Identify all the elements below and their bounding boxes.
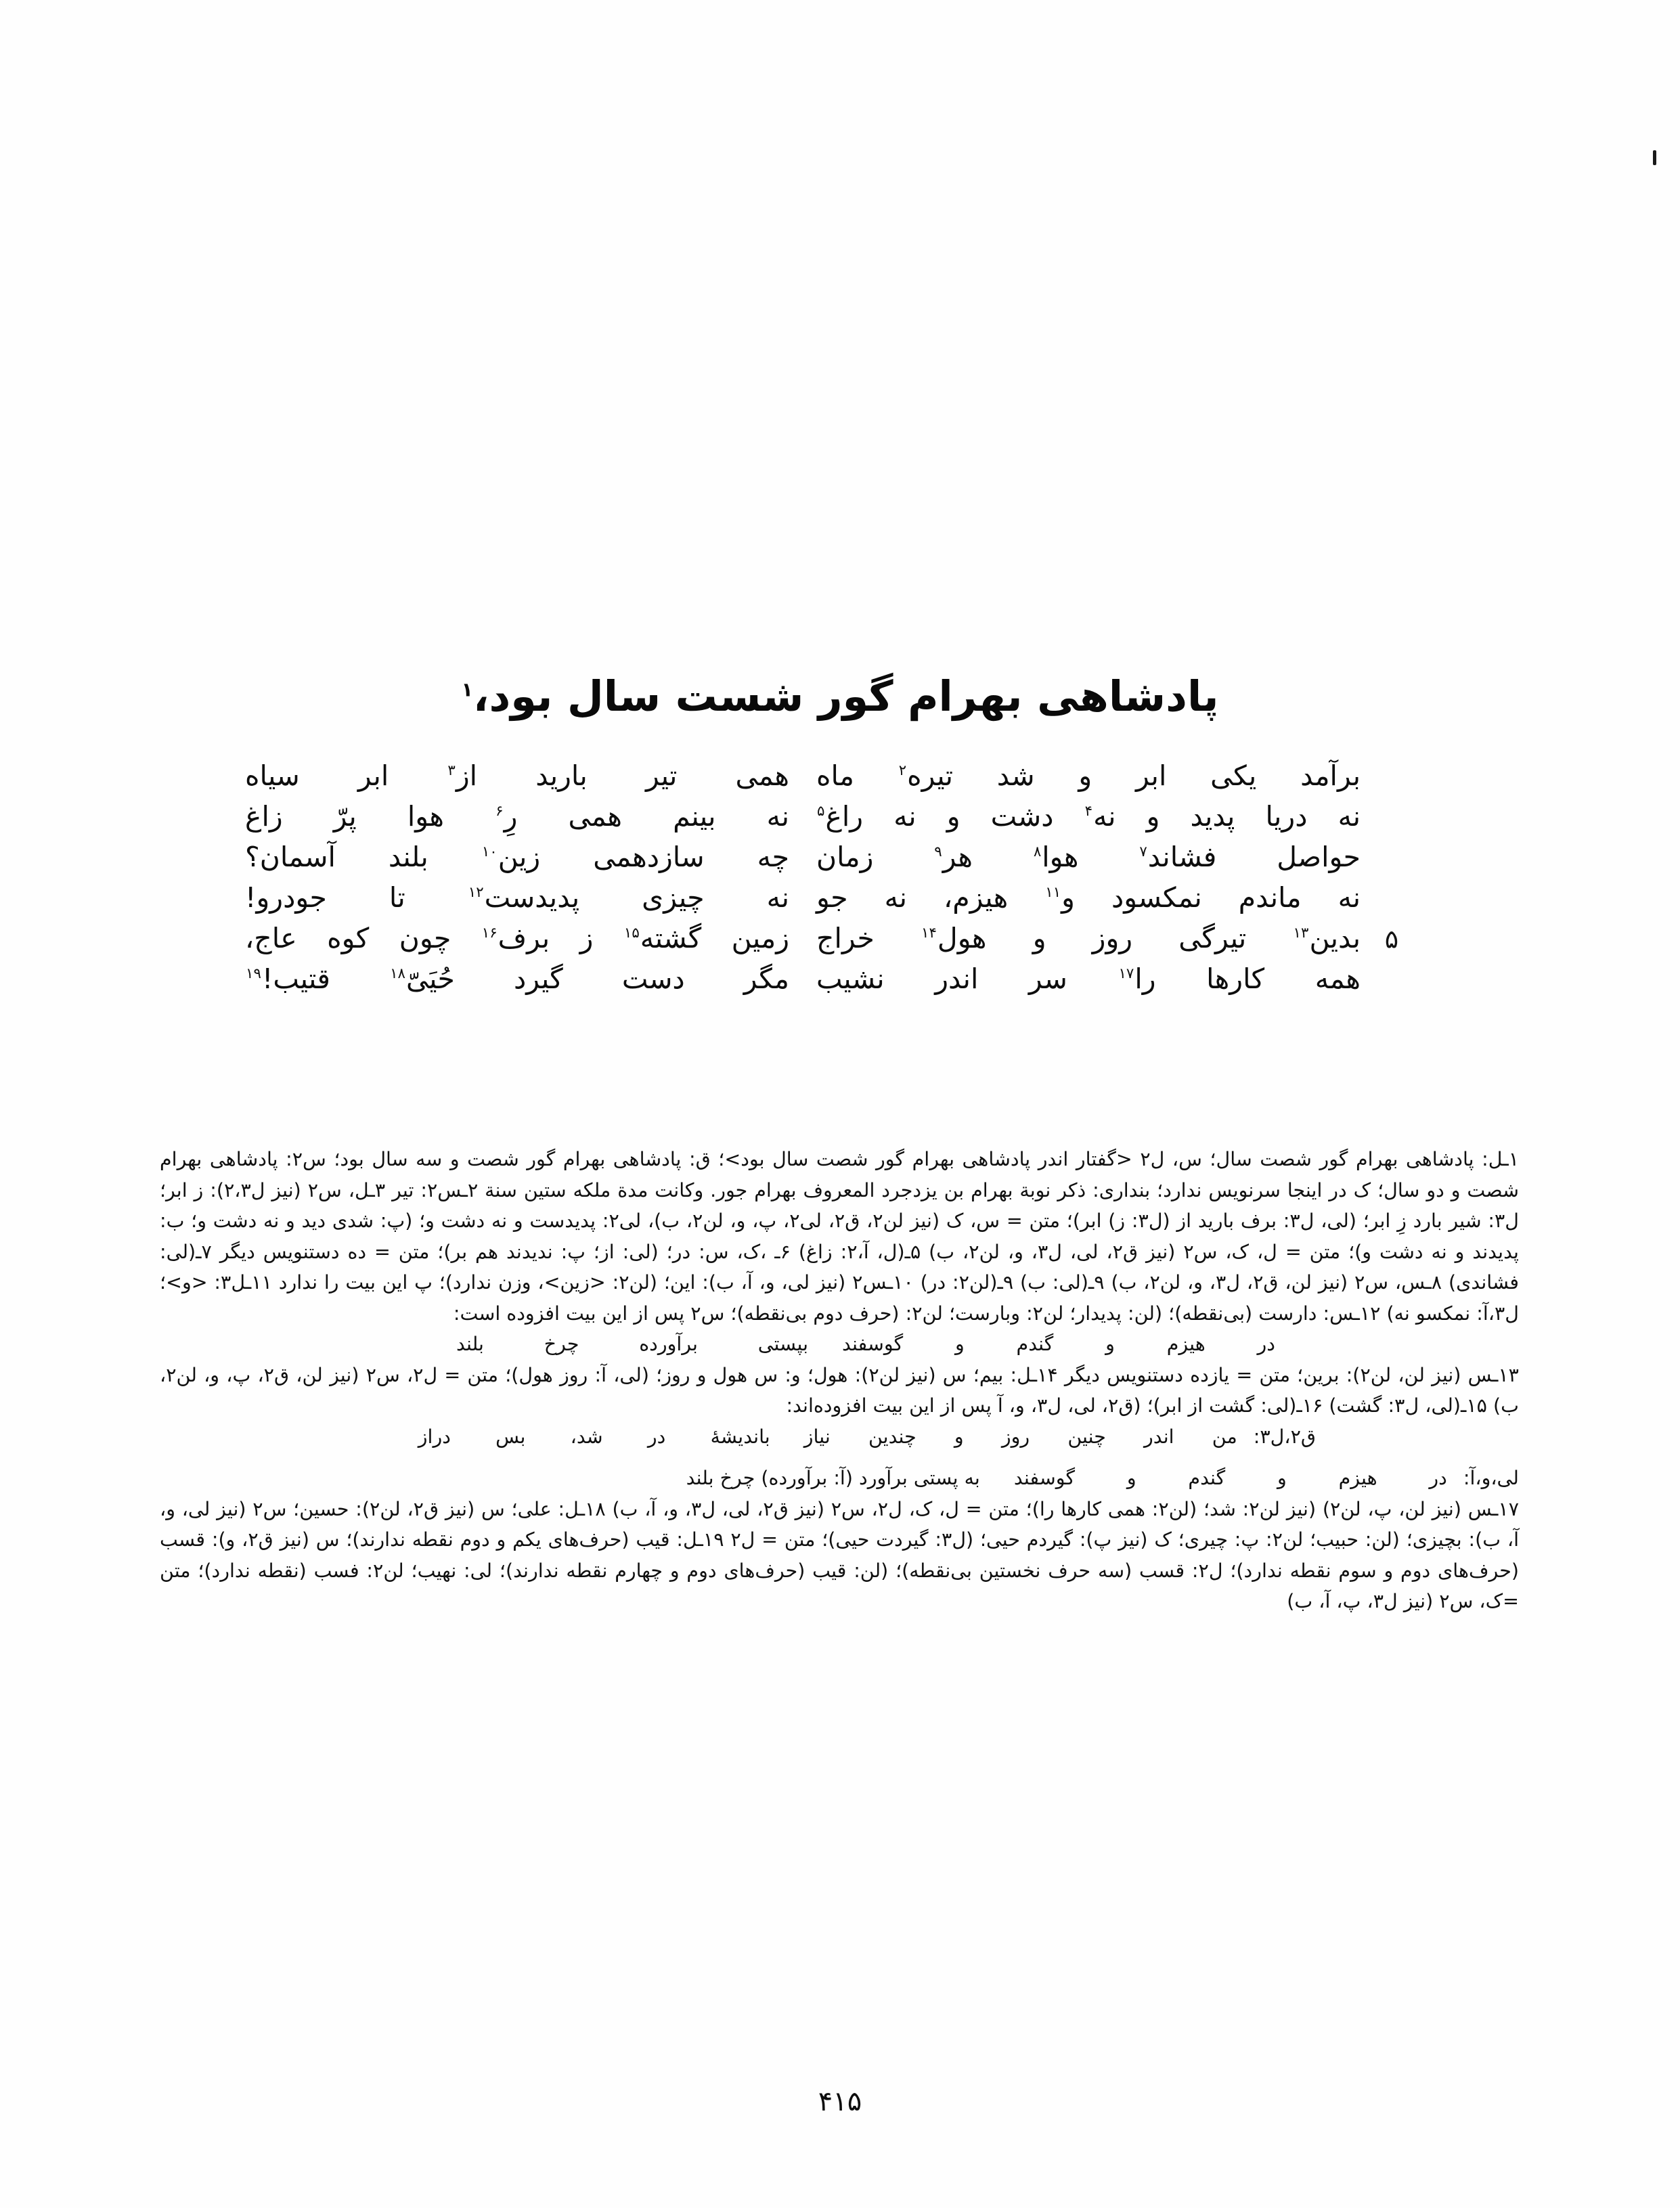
apparatus-hemistich-left [456, 1329, 808, 1360]
hemistich-right [789, 881, 1361, 914]
verse-word: پرّ [333, 800, 357, 833]
apparatus-spacer [160, 1452, 1519, 1463]
verse-word: دشت [990, 800, 1054, 833]
footnote-marker: ۱۷ [1118, 965, 1134, 983]
verse-word: و [1146, 800, 1160, 833]
verse-word: راغ$^۵$ [817, 800, 864, 833]
verse-word: و [1277, 1467, 1287, 1489]
verse-word: نه [766, 881, 789, 914]
verse-word: در [1257, 1333, 1275, 1355]
verse-word: و [946, 800, 960, 833]
apparatus-hemistich-left [418, 1421, 770, 1453]
verse-word: ابر [357, 759, 389, 792]
verse-line [245, 841, 1423, 881]
footnote-marker: ۱۶ [481, 925, 498, 942]
apparatus-hemistich-left [628, 1463, 980, 1494]
verse-word: هوا$^۸$ [1033, 841, 1079, 873]
hemistich-left [245, 800, 789, 833]
footnote-marker: ۵ [817, 803, 825, 820]
verse-word: به پستی برآورد (آ: برآورده) چرخ بلند [686, 1467, 980, 1489]
hemistich-right [789, 841, 1361, 873]
footnote-marker: ۱۲ [468, 884, 484, 902]
apparatus-inset-verse [160, 1329, 1519, 1360]
verse-word: زاغ [245, 800, 283, 833]
apparatus-paragraph: ۱ـل: پادشاهی بهرام گور شصت سال؛ س، ل۲ <گفتار اندر پادشاهی بهرام گور شصت سال بود>؛ ق: پادشاهی بهرام گور شصت و سه سال بود؛ س۲: پادشاهی بهرام شصت و دو سال؛ ک در اینجا سرنویس ندارد؛ بنداری: ذکر نوبة بهرام بن یزدجرد المعروف بهرام جور. وکانت مدة ملکه ستین سنة ۲ـس۲: تیر ۳ـل، س۲ (نیز ل۲،۳): ز ابر؛ ل۳: شیر بارد زِ ابر؛ (لی، ل۳: برف باريد از (ل۳: ز) ابر)؛ متن = س، ک (نیز لن۲، ق۲، لی۲، پ، و، لن۲، ب)، لی۲: پدیدست و نه دشت و؛ (پ: شدی دید و نه دشت و؛ ب: پدیدند و نه دشت و)؛ متن = ل، ک، س۲ (نیز ق۲، لی، ل۳، و، لن۲، ب) ۵ـ(ل، آ،۲: زاغ) ۶ـ ،ک، س: در؛ (لی: از؛ پ: ندیدند هم بر)؛ متن = ده دستنویس دیگر ۷ـ(لی: فشاندی) ۸ـس، س۲ (نیز لن، ق۲، ل۳، و، لن۲، ب) ۹ـ(لی: ب) ۹ـ(لن۲: در) ۱۰ـس۲ (نیز لی، و، آ، ب): این؛ (لن۲: <زین>، وزن ندارد)؛ پ این بیت را ندارد ۱۱ـل۳: <و>؛ ل۳،آ: نمکسو نه) ۱۲ـس: دارست (بی‌نقطه)؛ (لن: پدیدار؛ لن۲: وبارست؛ لن۲: (حرف دوم بی‌نقطه)؛ س۲ پس از این بیت افزوده است: [160, 1148, 1520, 1325]
verse-word: گوسفند [842, 1333, 904, 1355]
apparatus-paragraph: ۱۷ـس (نیز لن، پ، لن۲) (نیز لن۲: شد؛ (لن۲: همی کارها را)؛ متن = ل، ک، ل۲، س۲ (نیز ق۲، لی، ل۳، و، آ، ب) ۱۸ـل: علی؛ س (نیز ق۲، لن۲): حسین؛ س۲ (نیز لی، و، آ، ب): بچیزی؛ (لن: حبیب؛ لن۲: پ: چیری؛ ک (نیز پ): گیردم حیی؛ (ل۳: گیردت حیی)؛ متن = ل۲ ۱۹ـل: قیب (حرف‌های یکم و دوم نقطه ندارند)؛ س (نیز ق۲، و): قسب (حرف‌های دوم و سوم نقطه ندارد)؛ ل۲: قسب (سه حرف نخستین بی‌نقطه)؛ (لن: قیب (حرف‌های دوم و چهارم نقطه ندارند)؛ لی: نهیب؛ لن۲: فسب (نقطه ندارد)؛ متن =ک، س۲ (نیز ل۳، پ، آ، ب) [160, 1497, 1520, 1612]
verse-line [245, 759, 1423, 800]
footnote-marker: ۱۱ [1045, 884, 1061, 902]
verse-word: قتیب!$^{۱۹}$ [246, 963, 330, 995]
verse-word: گشته$^{۱۵}$ [623, 922, 702, 954]
verse-word: نه [1338, 881, 1361, 914]
apparatus-inset-verse [160, 1421, 1519, 1453]
verse-word: بینم [673, 800, 716, 833]
verse-word: برآورده [639, 1333, 698, 1355]
folio-number: ۴۱۵ [818, 2086, 862, 2117]
verse-word: هوا [407, 800, 445, 833]
verse-word: نه [884, 881, 907, 914]
verse-word: دراز [418, 1425, 451, 1448]
verse-line [245, 922, 1423, 963]
hemistich-right [789, 922, 1361, 954]
verse-word: هول$^{۱۴}$ [921, 922, 987, 954]
verse-number: ۵ [1384, 924, 1399, 954]
verse-word: زمان [816, 841, 874, 873]
verse-word: نیاز [803, 1425, 831, 1448]
verse-word: ماه [816, 759, 854, 792]
hemistich-left [245, 963, 789, 995]
verse-word: را$^{۱۷}$ [1118, 963, 1156, 995]
verse-word: چیزی [642, 881, 705, 914]
footnote-marker: ۱۸ [390, 965, 405, 983]
footnote-marker: ۱۹ [246, 965, 261, 983]
verse-word: برف$^{۱۶}$ [481, 922, 550, 954]
footnote-marker: ۷ [1139, 843, 1147, 861]
verse-word: خراج [816, 922, 875, 954]
verse-word: چنین [1067, 1425, 1106, 1448]
verse-word: چرخ [544, 1333, 579, 1355]
verse-word: بپستی [757, 1333, 808, 1355]
verse-word: تا [389, 881, 405, 914]
verse-line [246, 963, 1423, 1003]
verse-word: گندم [1016, 1333, 1054, 1355]
apparatus-hemistich-right [980, 1463, 1447, 1494]
verse-word: ز [579, 922, 594, 954]
verse-word: رِ$^۶$ [495, 800, 518, 833]
footnote-marker: ۱۰ [481, 843, 498, 861]
verse-word: دریا [1265, 800, 1308, 833]
verse-word: پدیدست$^{۱۲}$ [468, 881, 580, 914]
verse-word: سیاه [245, 759, 300, 792]
verse-word: اندر [935, 963, 979, 995]
verse-word: هیزم [1338, 1467, 1377, 1489]
verse-block [245, 759, 1423, 1003]
verse-word: روز [1092, 922, 1133, 954]
verse-word: نه [766, 800, 789, 833]
apparatus-hemistich-right [808, 1329, 1275, 1360]
hemistich-right [789, 963, 1361, 995]
verse-word: پدید [1190, 800, 1235, 833]
verse-word: و [954, 1425, 964, 1448]
verse-word: گیرد [513, 963, 563, 995]
page-title-footnote-marker: ۱ [461, 678, 473, 701]
verse-word: گوسفند [1013, 1467, 1076, 1489]
verse-word: بدین$^{۱۳}$ [1293, 922, 1361, 954]
apparatus-verse-source: لی،و،آ: [1463, 1467, 1519, 1489]
verse-word: نمکسود [1111, 881, 1202, 914]
verse-line [245, 881, 1423, 922]
verse-word: باندیشهٔ [710, 1425, 770, 1448]
verse-word: زمین [731, 922, 789, 954]
verse-word: و [954, 1333, 965, 1355]
verse-word: بس [495, 1425, 526, 1448]
verse-word: و [1078, 759, 1092, 792]
verse-word: حواصل [1277, 841, 1361, 873]
verse-word: جو [816, 881, 848, 914]
verse-word: ماندم [1238, 881, 1302, 914]
verse-word: شد، [570, 1425, 603, 1448]
footnote-marker: ۶ [495, 803, 504, 820]
verse-word: سر [1028, 963, 1067, 995]
apparatus-hemistich-right [770, 1421, 1237, 1453]
hemistich-left [245, 841, 789, 873]
verse-word: هیزم [1166, 1333, 1206, 1355]
hemistich-left [245, 881, 789, 914]
verse-word: کارها [1206, 963, 1265, 995]
verse-word: تیرگی [1178, 922, 1247, 954]
page-title [0, 671, 1680, 722]
verse-word: کوه [327, 922, 370, 954]
page-title-text: پادشاهی بهرام گور شست سال بود، [472, 671, 1219, 721]
ink-speck [1653, 150, 1656, 165]
hemistich-left [245, 759, 789, 792]
verse-word: همی [735, 759, 789, 792]
verse-word: عاج، [245, 922, 297, 954]
verse-word: من [1212, 1425, 1237, 1448]
apparatus-paragraph: ۱۳ـس (نیز لن، لن۲): برین؛ متن = یازده دستنویس دیگر ۱۴ـل: بیم؛ س (نیز لن۲): هول؛ و: س هول و روز؛ (لی، آ: روز هول)؛ متن = ل۲، س۲ (نیز لن، ق۲، پ، و، لن۲، ب) ۱۵ـ(لی، ل۳: گشت) ۱۶ـ(لی: گشت از ابر)؛ (ق۲، لی، ل۳، و، آ پس از این بیت افزوده‌اند: [160, 1363, 1519, 1417]
verse-word: یکی [1210, 759, 1257, 792]
verse-word: در [647, 1425, 666, 1448]
footnote-marker: ۸ [1033, 843, 1042, 861]
footnote-marker: ۳ [447, 762, 456, 780]
footnote-marker: ۹ [934, 843, 942, 861]
verse-word: مگر [743, 963, 789, 995]
verse-word: و [1105, 1333, 1115, 1355]
verse-word: از$^۳$ [447, 759, 478, 792]
verse-word: هر$^۹$ [934, 841, 973, 873]
verse-word: در [1429, 1467, 1447, 1489]
verse-word: زین$^{۱۰}$ [481, 841, 541, 873]
verse-word: نه [893, 800, 916, 833]
verse-word: آسمان؟ [245, 841, 336, 873]
verse-word: دست [621, 963, 685, 995]
verse-word: ابر [1135, 759, 1167, 792]
verse-word: بارید [535, 759, 588, 792]
verse-word: چندین [868, 1425, 916, 1448]
verse-word: حُیَیّ$^{۱۸}$ [390, 963, 455, 995]
footnote-marker: ۲ [898, 762, 907, 780]
verse-word: چون [399, 922, 451, 954]
footnote-marker: ۱۴ [921, 925, 937, 942]
verse-word: نه$^۴$ [1084, 800, 1116, 833]
verse-word: و$^{۱۱}$ [1045, 881, 1075, 914]
apparatus-verse-source: ق۲،ل۳: [1253, 1425, 1316, 1448]
verse-word: تیر [645, 759, 678, 792]
verse-word: جودرو! [245, 881, 327, 914]
footnote-marker: ۱۵ [623, 925, 640, 942]
verse-word: روز [1001, 1425, 1030, 1448]
verse-word: بلند [456, 1333, 484, 1355]
verse-word: تیره$^۲$ [898, 759, 954, 792]
verse-word: نشیب [816, 963, 885, 995]
apparatus-inset-verse [160, 1463, 1519, 1494]
verse-word: همه [1314, 963, 1361, 995]
verse-word: اندر [1144, 1425, 1174, 1448]
verse-word: فشاند$^۷$ [1139, 841, 1217, 873]
verse-word: گندم [1188, 1467, 1226, 1489]
verse-line [245, 800, 1423, 841]
verse-word: بلند [388, 841, 428, 873]
verse-word: شد [996, 759, 1035, 792]
verse-word: برآمد [1300, 759, 1361, 792]
verse-word: و [1032, 922, 1046, 954]
critical-apparatus [160, 1144, 1519, 1617]
verse-word: نه [1338, 800, 1361, 833]
hemistich-right [789, 800, 1361, 833]
hemistich-left [245, 922, 789, 954]
verse-word: و [1126, 1467, 1136, 1489]
verse-word: چه [757, 841, 789, 873]
verse-word: همی [568, 800, 622, 833]
footnote-marker: ۴ [1084, 803, 1093, 820]
verse-word: سازدهمی [593, 841, 705, 873]
verse-word: هیزم، [944, 881, 1009, 914]
hemistich-right [789, 759, 1361, 792]
footnote-marker: ۱۳ [1293, 925, 1309, 942]
